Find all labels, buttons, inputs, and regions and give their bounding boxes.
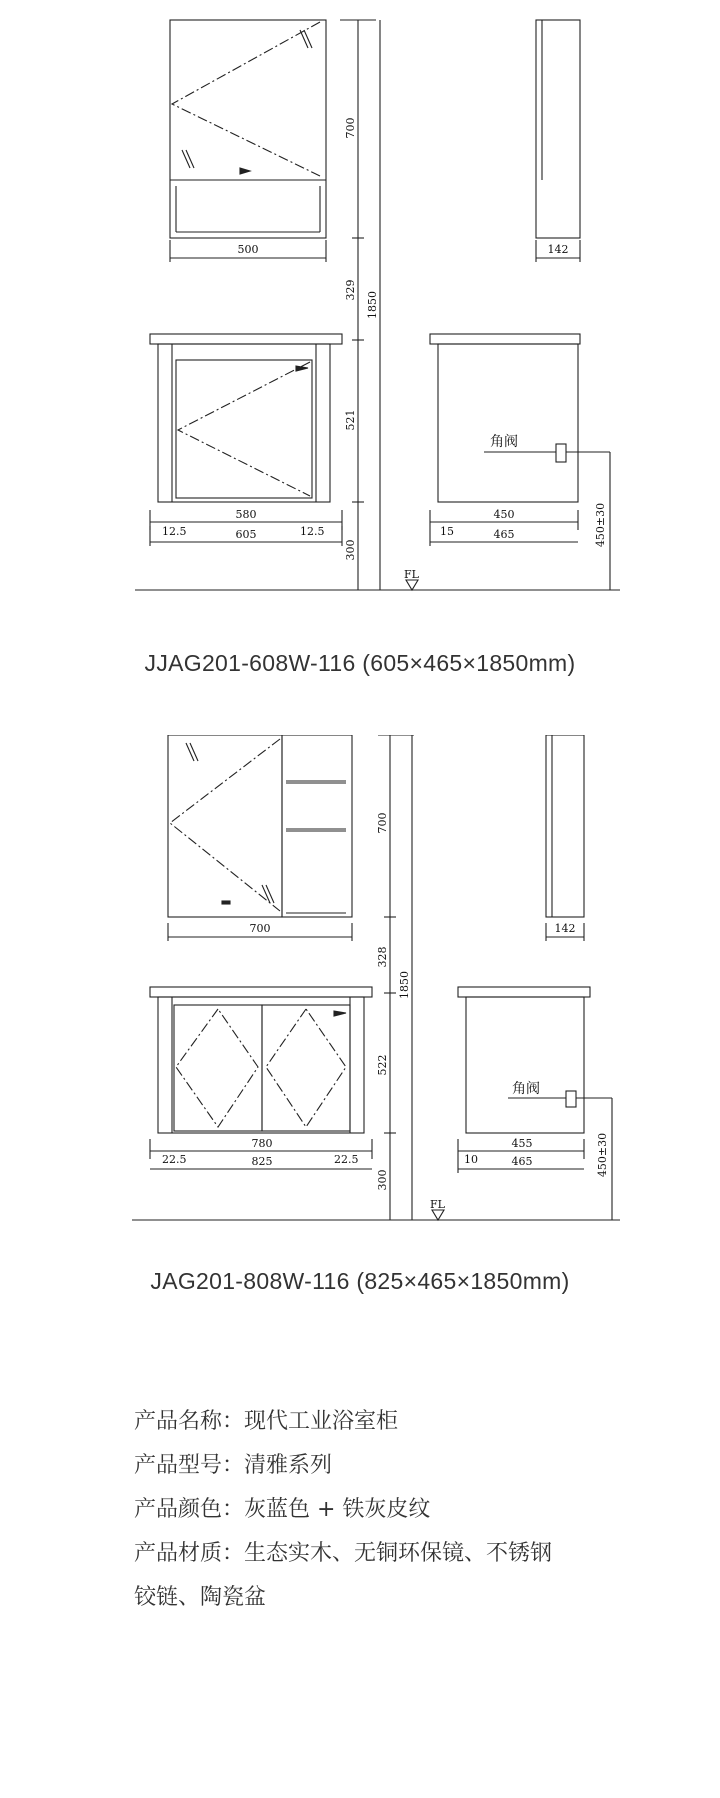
dim-cabinet-height: 522: [376, 1054, 389, 1076]
dim-gap: 329: [344, 279, 357, 301]
dim-valve-height: 450±30: [596, 1132, 609, 1178]
mirror-cabinet-front: [170, 20, 326, 238]
dim-inner-width: 780: [251, 1137, 273, 1150]
dim-mirror-width: 700: [249, 922, 271, 935]
dim-inner-width: 580: [235, 508, 257, 521]
floor-label: FL: [430, 1198, 445, 1211]
dim-total-height: 1850: [398, 971, 411, 999]
spec-model: 产品型号：清雅系列: [134, 1453, 333, 1478]
dim-gap: 328: [376, 946, 389, 968]
model-caption-1: JJAG201-608W-116 (605×465×1850mm): [144, 650, 576, 676]
dim-valve-height: 450±30: [594, 502, 607, 548]
valve-label: 角阀: [512, 1081, 540, 1097]
dim-mirror-depth: 142: [554, 922, 576, 935]
model-caption-2: JAG201-808W-116 (825×465×1850mm): [150, 1268, 570, 1294]
dim-side-offset: 10: [464, 1153, 478, 1166]
dim-mirror-width: 500: [237, 243, 259, 256]
dim-mirror-height: 700: [376, 812, 389, 834]
dim-floor-gap: 300: [376, 1169, 389, 1191]
dim-outer-width: 605: [235, 528, 257, 541]
dim-outer-width: 825: [251, 1155, 273, 1168]
dim-floor-gap: 300: [344, 539, 357, 561]
dim-side-offset: 15: [440, 525, 454, 538]
floor-label: FL: [404, 568, 419, 581]
technical-drawing-2: [0, 735, 720, 1275]
mirror-cabinet-side: [536, 20, 580, 238]
spec-material: 产品材质：生态实木、无铜环保镜、不锈钢: [134, 1541, 553, 1566]
spec-color: 产品颜色：灰蓝色 + 铁灰皮纹: [134, 1497, 431, 1522]
vanity-side: [430, 334, 610, 502]
spec-name: 产品名称：现代工业浴室柜: [134, 1409, 399, 1434]
dim-side-inner: 455: [511, 1137, 533, 1150]
dim-cabinet-height: 521: [344, 409, 357, 431]
vanity-side: [458, 987, 612, 1133]
dim-mirror-depth: 142: [547, 243, 569, 256]
spec-material-cont: 铰链、陶瓷盆: [134, 1585, 267, 1610]
mirror-cabinet-side: [546, 735, 584, 917]
dim-side-outer: 465: [493, 528, 515, 541]
technical-drawing-1: [0, 0, 720, 640]
product-specs: [134, 1400, 654, 1620]
dim-leg-left: 22.5: [162, 1153, 187, 1166]
vanity-front: [150, 987, 372, 1133]
valve-label: 角阀: [490, 434, 518, 450]
dim-mirror-height: 700: [344, 117, 357, 139]
vanity-front: [150, 334, 342, 502]
dim-side-inner: 450: [493, 508, 515, 521]
dim-total-height: 1850: [366, 291, 379, 319]
dim-leg-right: 22.5: [334, 1153, 359, 1166]
dim-leg-left: 12.5: [162, 525, 187, 538]
mirror-cabinet-front: [168, 735, 352, 917]
dim-side-outer: 465: [511, 1155, 533, 1168]
dim-leg-right: 12.5: [300, 525, 325, 538]
